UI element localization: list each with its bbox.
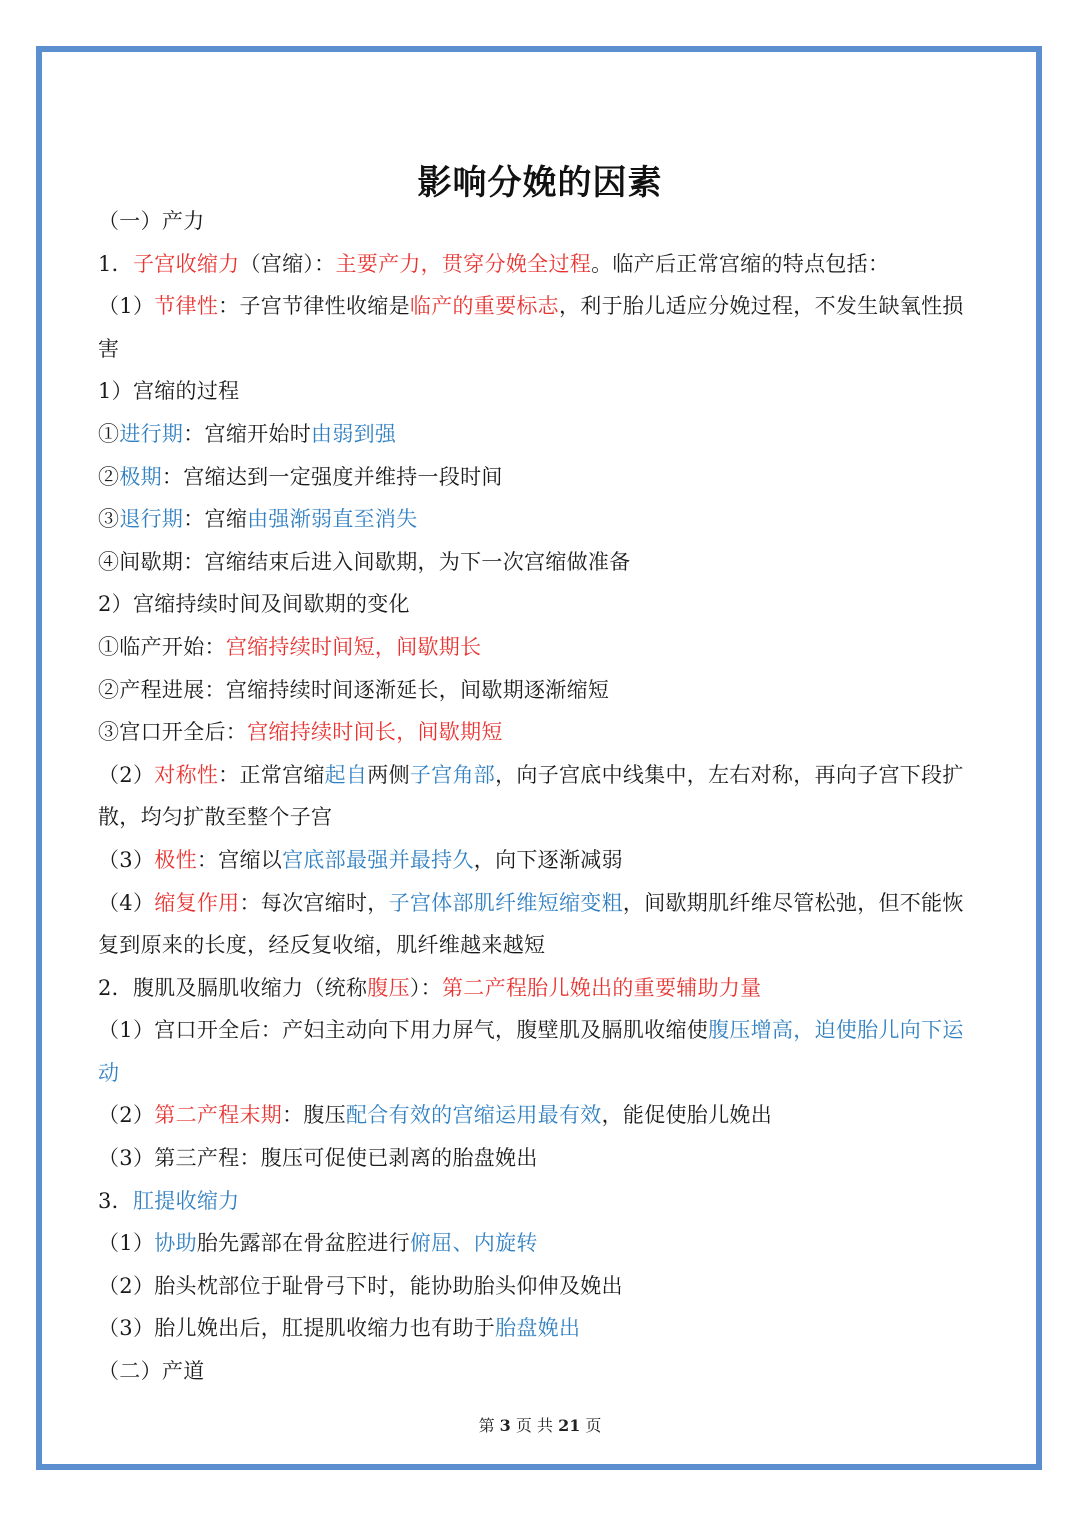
body-text: （二）产道 — [98, 1359, 205, 1384]
body-text: 。临产后正常宫缩的特点包括： — [591, 251, 890, 276]
body-text: ，间歇期肌纤维尽管松弛，但不能恢复到原来的长度，经反复收缩，肌纤维越来越短 — [98, 890, 964, 958]
body-text: 2）宫缩持续时间及间歇期的变化 — [98, 592, 410, 617]
body-text: （1） — [98, 1231, 155, 1256]
paragraph — [98, 1350, 984, 1393]
highlight-red-text: 宫缩持续时间短，间歇期长 — [225, 634, 482, 659]
body-text: （宫缩）： — [239, 251, 336, 276]
body-text: ①临产开始： — [98, 634, 226, 659]
body-text: （3） — [98, 847, 155, 872]
body-text: （3）胎儿娩出后，肛提肌收缩力也有助于 — [98, 1316, 496, 1341]
body-text: ：正常宫缩 — [218, 762, 325, 787]
body-text: ，向下逐渐减弱 — [473, 847, 623, 872]
body-text: 1）宫缩的过程 — [98, 379, 240, 404]
paragraph — [98, 1307, 984, 1350]
highlight-red-text: 腹压 — [367, 975, 410, 1000]
paragraph — [98, 839, 984, 882]
paragraph — [98, 1265, 984, 1308]
body-text: ：宫缩开始时 — [183, 421, 312, 446]
highlight-blue-text: 起自 — [324, 762, 368, 787]
paragraph — [98, 1009, 984, 1094]
body-text: （2） — [98, 1103, 155, 1128]
body-text: （2）胎头枕部位于耻骨弓下时，能协助胎头仰伸及娩出 — [98, 1273, 623, 1298]
body-text: （2） — [98, 762, 155, 787]
paragraph — [98, 1180, 984, 1223]
highlight-blue-text: 协助 — [154, 1231, 197, 1256]
paragraph — [98, 1094, 984, 1137]
highlight-blue-text: 肛提收缩力 — [132, 1188, 240, 1213]
paragraph — [98, 541, 984, 584]
body-text: ）： — [409, 975, 442, 1000]
body-text: ④间歇期：宫缩结束后进入间歇期，为下一次宫缩做准备 — [98, 549, 631, 574]
footer-suffix: 页 — [580, 1416, 602, 1435]
paragraph — [98, 456, 984, 499]
paragraph — [98, 243, 984, 286]
highlight-blue-text: 腹压增高，迫使胎儿向下运动 — [98, 1018, 964, 1085]
body-text: ②产程进展：宫缩持续时间逐渐延长，间歇期逐渐缩短 — [98, 677, 610, 702]
highlight-red-text: 子宫收缩力 — [132, 251, 240, 276]
highlight-blue-text: 由弱到强 — [311, 421, 397, 446]
paragraph — [98, 669, 984, 712]
highlight-red-text: 临产的重要标志 — [409, 294, 559, 319]
body-text: （一）产力 — [98, 209, 205, 233]
total-page-count: 21 — [558, 1416, 581, 1435]
highlight-red-text: 缩复作用 — [154, 890, 240, 915]
paragraph — [98, 285, 984, 370]
paragraph — [98, 626, 984, 669]
paragraph — [98, 583, 984, 626]
highlight-blue-text: 进行期 — [119, 421, 184, 446]
paragraph — [98, 370, 984, 413]
body-text: （1） — [98, 294, 155, 319]
body-text: 胎先露部在骨盆腔进行 — [196, 1231, 410, 1256]
highlight-blue-text: 子宫体部肌纤维短缩变粗 — [388, 890, 623, 915]
body-text: ，向子宫底中线集中，左右对称，再向子宫下段扩散，均匀扩散至整个子宫 — [98, 762, 964, 830]
current-page-number: 3 — [499, 1416, 511, 1435]
highlight-blue-text: 极期 — [119, 464, 162, 489]
highlight-blue-text: 配合有效的宫缩运用最有效 — [345, 1103, 602, 1128]
body-text: ，能促使胎儿娩出 — [601, 1103, 772, 1128]
body-text: ：子宫节律性收缩是 — [218, 294, 410, 319]
paragraph — [98, 711, 984, 754]
body-text: ：宫缩 — [183, 507, 248, 532]
body-text: 两侧 — [367, 762, 410, 787]
highlight-blue-text: 由强渐弱直至消失 — [247, 507, 418, 532]
paragraph — [98, 754, 984, 839]
document-body — [98, 200, 984, 1393]
body-text: （3）第三产程：腹压可促使已剥离的胎盘娩出 — [98, 1146, 538, 1171]
body-text: （1）宫口开全后：产妇主动向下用力屏气，腹壁肌及膈肌收缩使 — [98, 1018, 709, 1043]
body-text: ② — [98, 464, 120, 489]
highlight-red-text: 极性 — [154, 847, 197, 872]
body-text: 2．腹肌及膈肌收缩力（统称 — [98, 975, 368, 1000]
paragraph — [98, 882, 984, 967]
body-text: ，利于胎儿适应分娩过程，不发生缺氧性损害 — [98, 294, 964, 361]
body-text: ：腹压 — [282, 1103, 346, 1128]
highlight-red-text: 第二产程胎儿娩出的重要辅助力量 — [441, 975, 762, 1000]
highlight-red-text: 第二产程末期 — [154, 1103, 283, 1128]
body-text: ③宫口开全后： — [98, 720, 248, 745]
page-title: 影响分娩的因素 — [417, 162, 663, 203]
paragraph — [98, 200, 984, 243]
paragraph — [98, 498, 984, 541]
body-text: ③ — [98, 507, 120, 532]
paragraph — [98, 413, 984, 456]
highlight-blue-text: 退行期 — [119, 507, 184, 532]
footer-prefix: 第 — [478, 1416, 500, 1435]
paragraph — [98, 1222, 984, 1265]
body-text: ：宫缩达到一定强度并维持一段时间 — [161, 464, 503, 489]
paragraph — [98, 1137, 984, 1180]
body-text: 3． — [98, 1188, 133, 1213]
paragraph — [98, 967, 984, 1010]
body-text: ：每次宫缩时， — [239, 890, 389, 915]
body-text: ① — [98, 421, 120, 446]
body-text: ：宫缩以 — [196, 847, 283, 872]
highlight-blue-text: 俯屈、内旋转 — [409, 1231, 538, 1256]
page-footer — [0, 1414, 1080, 1438]
highlight-red-text: 主要产力，贯穿分娩全过程 — [335, 251, 592, 276]
highlight-blue-text: 宫底部最强并最持久 — [282, 847, 474, 872]
footer-middle: 页 共 — [510, 1416, 559, 1435]
highlight-red-text: 节律性 — [154, 294, 219, 319]
highlight-red-text: 对称性 — [154, 762, 219, 787]
highlight-red-text: 宫缩持续时间长，间歇期短 — [247, 720, 503, 745]
highlight-blue-text: 胎盘娩出 — [495, 1316, 581, 1341]
body-text: 1． — [98, 251, 133, 276]
highlight-blue-text: 子宫角部 — [409, 762, 496, 787]
body-text: （4） — [98, 890, 155, 915]
